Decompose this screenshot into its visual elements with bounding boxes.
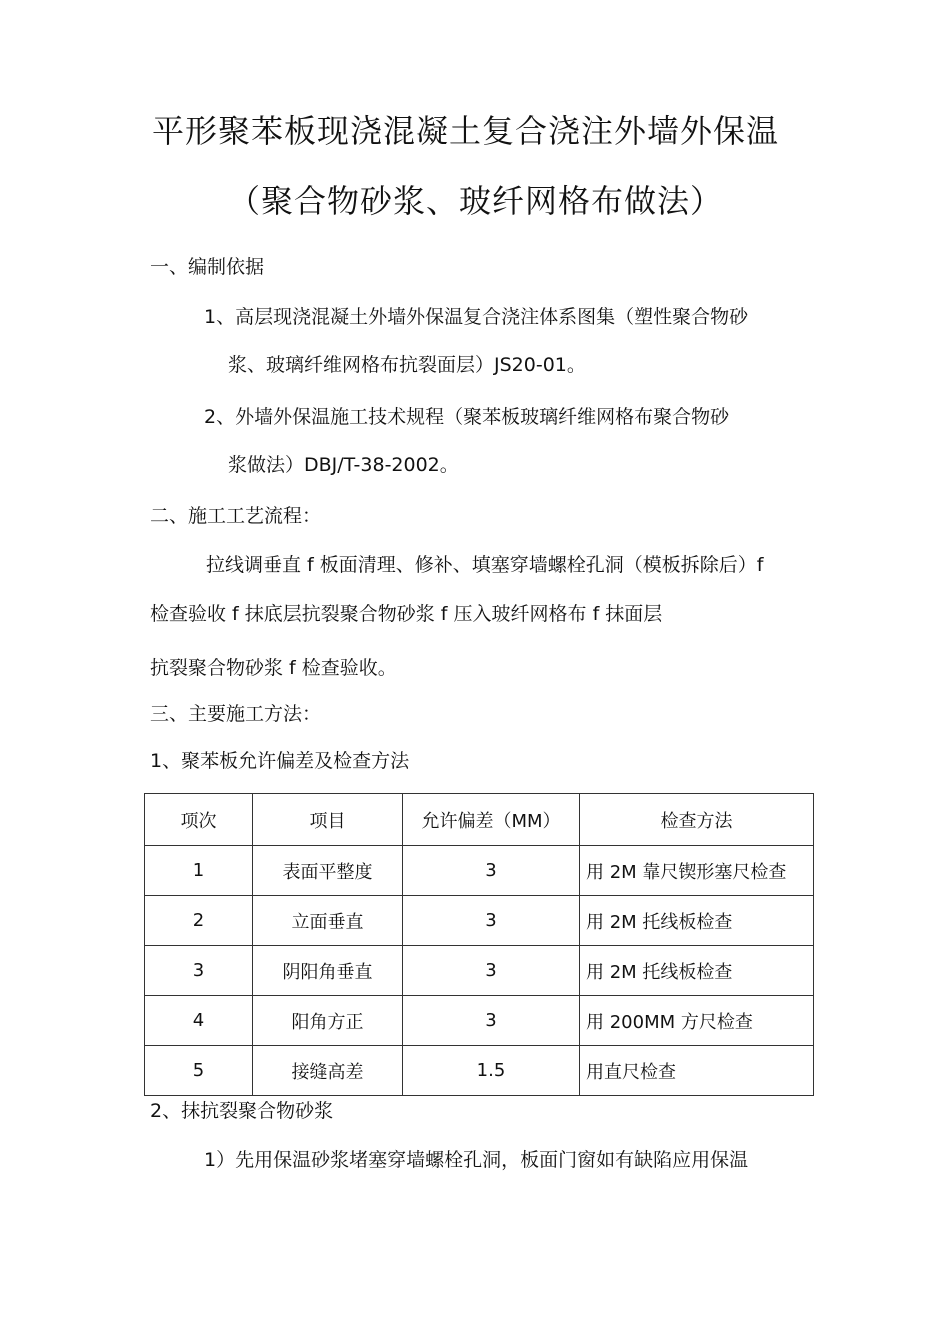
table-cell: 3	[145, 946, 253, 996]
table-header-cell: 允许偏差（MM）	[403, 794, 580, 846]
table-cell: 3	[403, 946, 580, 996]
table-cell: 用 2M 靠尺锲形塞尺检查	[580, 846, 814, 896]
table-cell: 阴阳角垂直	[253, 946, 403, 996]
process-flow-line-1: 拉线调垂直 f 板面清理、修补、填塞穿墙螺栓孔洞（模板拆除后）f	[206, 554, 764, 576]
document-title-line-1: 平形聚苯板现浇混凝土复合浇注外墙外保温	[152, 112, 780, 150]
table-header-cell: 项目	[253, 794, 403, 846]
table-row	[145, 846, 814, 896]
table-cell: 用 2M 托线板检查	[580, 896, 814, 946]
table-cell: 立面垂直	[253, 896, 403, 946]
table-header-cell: 项次	[145, 794, 253, 846]
table-cell: 表面平整度	[253, 846, 403, 896]
tolerance-table	[144, 793, 814, 1096]
table-row	[145, 1046, 814, 1096]
table-cell: 2	[145, 896, 253, 946]
table-cell: 5	[145, 1046, 253, 1096]
table-cell: 1.5	[403, 1046, 580, 1096]
table-cell: 3	[403, 996, 580, 1046]
table-cell: 用直尺检查	[580, 1046, 814, 1096]
reference-item-2-line-2: 浆做法）DBJ/T-38-2002。	[228, 454, 459, 476]
method-item-1: 1）先用保温砂浆堵塞穿墙螺栓孔洞，板面门窗如有缺陷应用保温	[204, 1149, 749, 1171]
process-flow-line-2: 检查验收 f 抹底层抗裂聚合物砂浆 f 压入玻纤网格布 f 抹面层	[150, 603, 663, 625]
section-heading-2: 二、施工工艺流程：	[150, 505, 322, 527]
table-cell: 3	[403, 846, 580, 896]
table-row	[145, 996, 814, 1046]
table-row	[145, 896, 814, 946]
document-title-line-2: （聚合物砂浆、玻纤网格布做法）	[228, 182, 724, 220]
table-cell: 用 2M 托线板检查	[580, 946, 814, 996]
table-cell: 3	[403, 896, 580, 946]
reference-item-2-line-1: 2、外墙外保温施工技术规程（聚苯板玻璃纤维网格布聚合物砂	[204, 406, 730, 428]
table-cell: 4	[145, 996, 253, 1046]
table-cell: 用 200MM 方尺检查	[580, 996, 814, 1046]
table-row	[145, 946, 814, 996]
table-cell: 1	[145, 846, 253, 896]
reference-item-1-line-2: 浆、玻璃纤维网格布抗裂面层）JS20-01。	[228, 354, 586, 376]
reference-item-1-line-1: 1、高层现浇混凝土外墙外保温复合浇注体系图集（塑性聚合物砂	[204, 306, 749, 328]
subsection-heading-2: 2、抹抗裂聚合物砂浆	[150, 1100, 334, 1122]
process-flow-line-3: 抗裂聚合物砂浆 f 检查验收。	[150, 657, 397, 679]
table-header-cell: 检查方法	[580, 794, 814, 846]
subsection-heading-1: 1、聚苯板允许偏差及检查方法	[150, 750, 410, 772]
table-cell: 接缝高差	[253, 1046, 403, 1096]
section-heading-1: 一、编制依据	[150, 256, 265, 278]
section-heading-3: 三、主要施工方法：	[150, 703, 322, 725]
table-header-row	[145, 794, 814, 846]
table-cell: 阳角方正	[253, 996, 403, 1046]
